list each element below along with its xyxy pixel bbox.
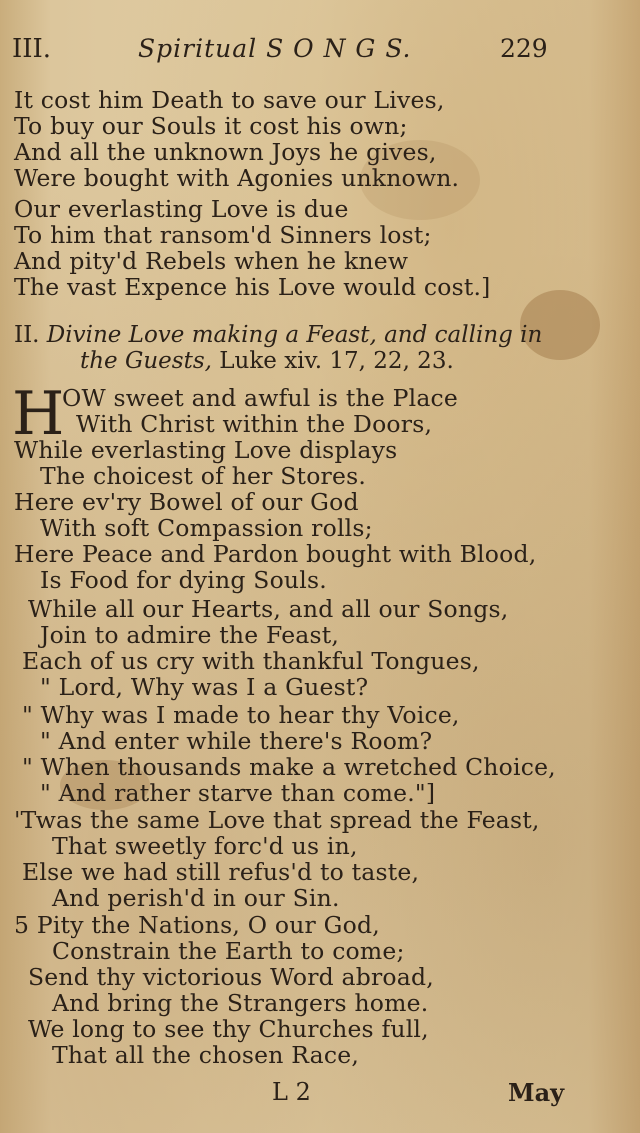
verse-line: Send thy victorious Word abroad, — [28, 963, 434, 991]
verse-line: The vast Expence his Love would cost.] — [14, 273, 491, 301]
page-number: 229 — [500, 34, 548, 63]
verse-line: With soft Compassion rolls; — [40, 514, 373, 542]
verse-line: And all the unknown Joys he gives, — [14, 138, 437, 166]
verse-line: Is Food for dying Souls. — [40, 566, 327, 594]
verse-line: And perish'd in our Sin. — [52, 884, 340, 912]
verse-line: 5 Pity the Nations, O our God, — [14, 911, 380, 939]
verse-line: Constrain the Earth to come; — [52, 937, 405, 965]
scripture-reference: Luke xiv. 17, 22, 23. — [219, 348, 454, 374]
verse-line: 'Twas the same Love that spread the Feast, — [14, 806, 540, 834]
verse-line: Each of us cry with thankful Tongues, — [22, 647, 480, 675]
verse-line: While all our Hearts, and all our Songs, — [28, 595, 509, 623]
verse-line: " And rather starve than come."] — [40, 779, 436, 807]
hymn-title-cont: the Guests, — [80, 348, 212, 374]
verse-line: " Why was I made to hear thy Voice, — [22, 701, 460, 729]
hymn-heading-line2 — [80, 348, 454, 374]
verse-line: Were bought with Agonies unknown. — [14, 164, 460, 192]
verse-line: That all the chosen Race, — [52, 1041, 360, 1069]
verse-line: " When thousands make a wretched Choice, — [22, 753, 556, 781]
catchword: May — [508, 1078, 565, 1107]
verse-line: It cost him Death to save our Lives, — [14, 86, 445, 114]
verse-line: We long to see thy Churches full, — [28, 1015, 429, 1043]
hymn-title: Divine Love making a Feast, and calling in — [46, 322, 543, 348]
hymn-heading — [14, 322, 542, 348]
drop-cap: H — [12, 379, 65, 449]
section-number: III. — [12, 34, 52, 64]
verse-line: Join to admire the Feast, — [40, 621, 340, 649]
verse-line: And pity'd Rebels when he knew — [14, 247, 409, 275]
verse-line: The choicest of her Stores. — [40, 462, 367, 490]
verse-line: To buy our Souls it cost his own; — [14, 112, 408, 140]
signature-mark: L 2 — [272, 1078, 311, 1106]
verse-line: Here ev'ry Bowel of our God — [14, 488, 359, 516]
verse-line: While everlasting Love displays — [14, 436, 398, 464]
verse-line: Else we had still refus'd to taste, — [22, 858, 420, 886]
verse-line: That sweetly forc'd us in, — [52, 832, 358, 860]
verse-line: Here Peace and Pardon bought with Blood, — [14, 540, 537, 568]
verse-line: With Christ within the Doors, — [76, 410, 433, 438]
hymn-number: II. — [14, 322, 40, 348]
verse-line: And bring the Strangers home. — [52, 989, 429, 1017]
running-title: Spiritual S O N G S. — [138, 34, 412, 63]
running-header — [0, 30, 640, 70]
verse-line: To him that ransom'd Sinners lost; — [14, 221, 432, 249]
verse-line: OW sweet and awful is the Place — [62, 384, 459, 412]
verse-line: " And enter while there's Room? — [40, 727, 433, 755]
verse-line: " Lord, Why was I a Guest? — [40, 673, 369, 701]
verse-line: Our everlasting Love is due — [14, 195, 349, 223]
